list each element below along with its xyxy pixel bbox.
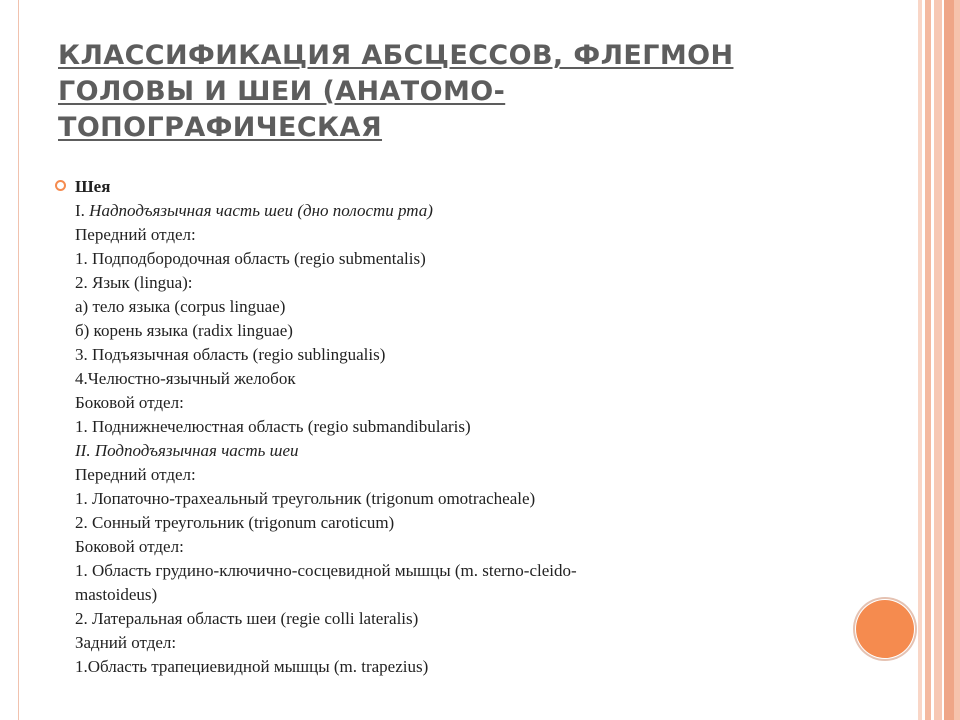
title-line: ГОЛОВЫ И ШЕИ (АНАТОМО- (58, 76, 506, 107)
list-line: 1. Поднижнечелюстная область (regio submandibularis) (75, 417, 471, 436)
title-line: ТОПОГРАФИЧЕСКАЯ (58, 112, 383, 143)
list-line: 1.Область трапециевидной мышцы (m. trapezius) (75, 657, 429, 676)
list-line: 1. Область грудино-ключично-сосцевидной мышцы (m. sterno-cleido- (75, 561, 577, 580)
content-list (75, 175, 835, 679)
list-line: 2. Латеральная область шеи (regie colli lateralis) (75, 609, 419, 628)
bullet-icon (55, 180, 66, 191)
list-line-prefix: I. (75, 201, 90, 220)
list-line: 2. Язык (lingua): (75, 273, 193, 292)
stripe (934, 0, 942, 720)
list-line: а) тело языка (corpus linguae) (75, 297, 286, 316)
title-line: КЛАССИФИКАЦИЯ АБСЦЕССОВ, ФЛЕГМОН (58, 40, 734, 71)
slide-title (58, 38, 838, 146)
list-line: 4.Челюстно-язычный желобок (75, 369, 296, 388)
stripe (954, 0, 960, 720)
list-line: mastoideus) (75, 585, 158, 604)
stripe (944, 0, 954, 720)
list-line: Передний отдел: (75, 225, 196, 244)
list-line: 3. Подъязычная область (regio sublingualis) (75, 345, 386, 364)
list-line (75, 199, 835, 223)
list-line: 1. Лопаточно-трахеальный треугольник (trigonum omotracheale) (75, 489, 536, 508)
list-line: Передний отдел: (75, 465, 196, 484)
left-frame-line (18, 0, 19, 720)
list-line: б) корень языка (radix linguae) (75, 321, 293, 340)
section-heading: Шея (75, 177, 111, 196)
list-line: Боковой отдел: (75, 537, 184, 556)
list-line: Задний отдел: (75, 633, 177, 652)
list-line: 2. Сонный треугольник (trigonum caroticum) (75, 513, 395, 532)
list-line: Боковой отдел: (75, 393, 184, 412)
decorative-stripes (918, 0, 960, 720)
list-line: 1. Подподбородочная область (regio submentalis) (75, 249, 426, 268)
decorative-circle (856, 600, 914, 658)
list-line-italic: II. Подподъязычная часть шеи (75, 441, 299, 460)
list-line-italic: Надподъязычная часть шеи (дно полости рта) (89, 201, 433, 220)
